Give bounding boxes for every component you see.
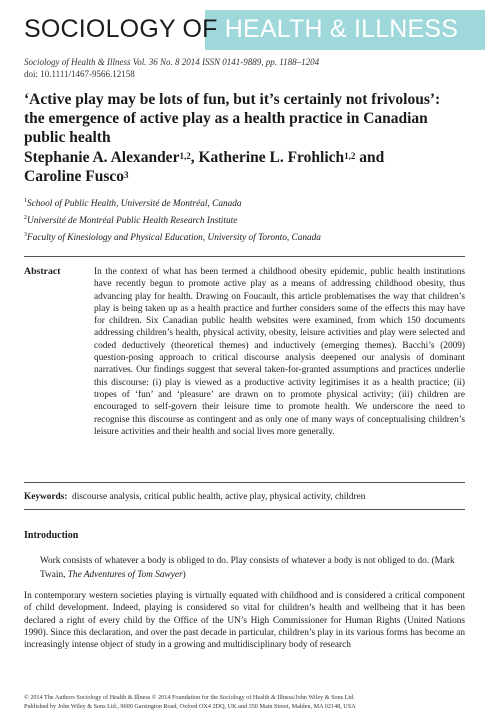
abstract-text: In the context of what has been termed a childhood obesity epidemic, public health institutions have recently begun to promote active play as a means of addressing childhood obesity, thus advancing play for health. Drawing on Foucault, this article problematises the way that children’s play is being taken up as a health practice and further considers some of the effects this may have for children. Six Canadian public health websites were examined, from which 150 documents addressing children’s health, physical activity, obesity, leisure activities and play were selected and coded deductively (theoretical themes) and inductively (emerging themes). Bacchi’s (2009) question-posing approach to critical discourse analysis deepened our analysis of dominant narratives. Our findings suggest that several taken-for-granted assumptions and practices underlie this discourse: (i) play is viewed as a productive activity legitimises it as a health practice; (ii) tropes of ‘fun’ and ‘pleasure’ are drawn on to promote physical activity; (iii) children are encouraged to self-govern their leisure time to promote health. We underscore the need to recognise this discourse as contingent and as only one of many ways of conceptualising children’s leisure activities and their health and social lives more generally. xyxy=(94,267,465,437)
affiliation-marker: 1 xyxy=(24,198,27,204)
copyright-footer xyxy=(24,694,465,711)
publisher-line: Published by John Wiley & Sons Ltd., 9600 Garsington Road, Oxford OX4 2DQ, UK and 350 Main Street, Malden, MA 02148, USA xyxy=(24,702,356,710)
affiliation-text: School of Public Health, Université de Montréal, Canada xyxy=(27,199,242,210)
journal-name-part1: SOCIOLOGY OF xyxy=(24,15,225,43)
author-affiliation-marker: 1,2 xyxy=(179,151,191,161)
author-name: Katherine L. Frohlich xyxy=(198,149,345,166)
author-affiliation-marker: 1,2 xyxy=(344,151,356,161)
section-heading-introduction: Introduction xyxy=(24,530,79,541)
doi: doi: 10.1111/1467-9566.12158 xyxy=(24,69,135,79)
keywords xyxy=(24,491,365,503)
author-list xyxy=(24,148,464,186)
epigraph-close: ) xyxy=(182,570,186,580)
journal-citation: Sociology of Health & Illness Vol. 36 No. 8 2014 ISSN 0141-9889, pp. 1188–1204 xyxy=(24,57,320,67)
affiliation-item xyxy=(24,194,464,211)
affiliation-item xyxy=(24,228,464,245)
author-name: Stephanie A. Alexander xyxy=(24,149,180,166)
divider xyxy=(24,256,465,257)
journal-banner xyxy=(0,10,485,50)
epigraph-source-title: The Adventures of Tom Sawyer xyxy=(67,570,183,580)
divider xyxy=(24,482,465,483)
epigraph-text: Work consists of whatever a body is obliged to do. Play consists of whatever a body is not obliged to do. (Mark Twain, xyxy=(40,556,455,580)
divider xyxy=(24,509,465,510)
introduction-paragraph: In contemporary western societies playing is virtually equated with childhood and is considered a critical component of child development. Indeed, playing is considered so vital for children’s health and wellbeing that it has been declared a right of every child by the Office of the UN’s High Commissioner for Human Rights (United Nations 1990). Since this declaration, and over the past decade in particular, children’s play in its various forms has become an increasingly intense object of study in a growing and multidisciplinary body of research xyxy=(24,591,465,651)
author-separator: , xyxy=(190,149,199,166)
affiliation-text: Université de Montréal Public Health Research Institute xyxy=(27,216,238,227)
affiliation-item xyxy=(24,211,464,228)
affiliation-marker: 3 xyxy=(24,232,27,239)
affiliation-list xyxy=(24,194,464,245)
keywords-text: discourse analysis, critical public health, active play, physical activity, children xyxy=(72,492,366,502)
journal-name xyxy=(24,15,458,44)
affiliation-text: Faculty of Kinesiology and Physical Education, University of Toronto, Canada xyxy=(27,233,321,244)
affiliation-marker: 2 xyxy=(24,215,27,222)
epigraph xyxy=(40,554,465,582)
abstract-label: Abstract xyxy=(24,266,61,277)
keywords-label: Keywords: xyxy=(24,492,68,502)
author-affiliation-marker: 3 xyxy=(124,170,129,180)
article-title: ‘Active play may be lots of fun, but it’s certainly not frivolous’: the emergence of active play as a health practice in Canadian public health xyxy=(24,91,441,146)
journal-name-part2: HEALTH & ILLNESS xyxy=(224,15,459,43)
author-separator: and xyxy=(355,149,385,166)
copyright-line: © 2014 The Authors Sociology of Health & Illness © 2014 Foundation for the Sociology of Health & Illness/John Wiley & Sons Ltd. xyxy=(24,694,355,701)
author-name: Caroline Fusco xyxy=(24,168,125,185)
